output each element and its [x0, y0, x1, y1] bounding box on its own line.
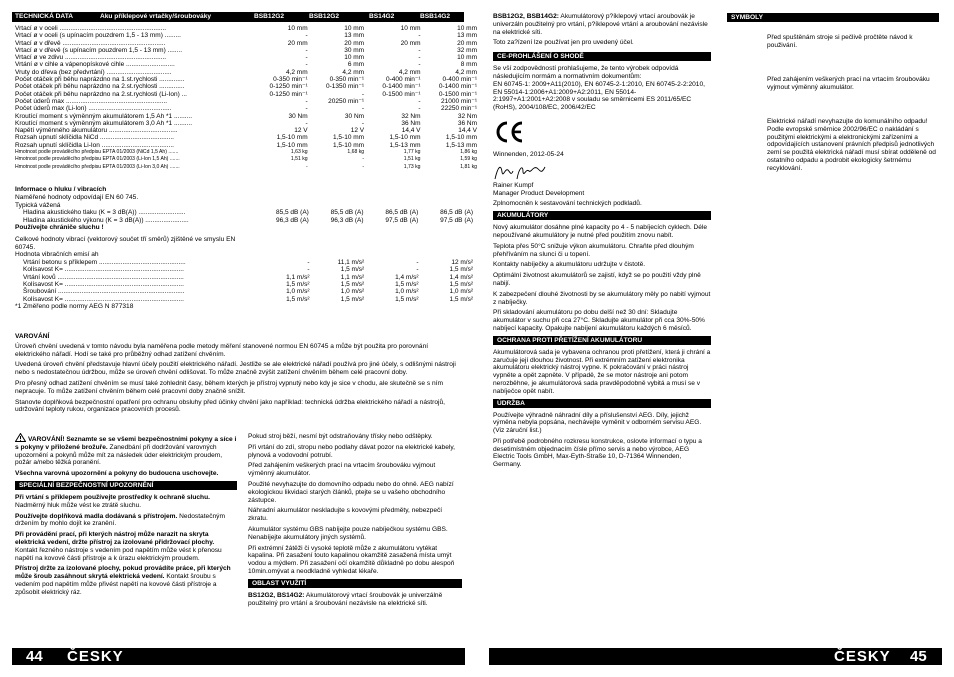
spec-label: Vrtání ø v cihle a vápenopískové cihle ...........................: [15, 61, 175, 69]
spec-weight-row: [15, 149, 477, 156]
vibration-value: 12 m/s²: [451, 259, 473, 267]
spec-value: 21000 min⁻¹: [441, 97, 477, 105]
spec-value: 0-1500 min⁻¹: [382, 90, 421, 98]
varovani-p3: Pro přesný odhad zatížení chvěním se musí také zohlednit časy, během kterých je přístroj vypnutý nebo kdy je sice v chodu, ale skutečně se s ním nepracuje. To může zatížení chvěním během celé pracovní doby značně snížit.: [15, 379, 443, 395]
special-item-2-text: Nedostatečným držením by mohlo dojít ke zranění.: [15, 512, 225, 528]
overload-heading: OCHRANA PROTI PŘETÍŽENÍ AKUMULÁTORU: [493, 336, 711, 345]
spec-weight-value: 1,59 kg: [460, 156, 477, 163]
vibration-row: [23, 266, 473, 273]
symbol-text-3: Elektrické nářadí nevyhazujte do komunálního odpadu! Podle evropské směrnice 2002/96/EC o nakládání s použitými elektrickými a elektronickými zařízeními a odpovídajících ustanovení právních předpisů jednotlivých zemí se použitá elektrická nářadí musí sbírat odděleně od ostatního odpadu a podrobit ekologicky šetrnému recyklování.: [767, 118, 936, 172]
vibration-label: Vrtání betonu s příklepem ................................................: [23, 259, 186, 267]
spec-subtitle: Aku příklepové vrtačky/šroubováky: [100, 13, 212, 20]
symbols-column: [727, 13, 939, 26]
spec-value: 20 mm: [400, 39, 421, 47]
spec-label: Vrtací ø v oceli ...........................................................: [15, 25, 167, 32]
safety-column-2: [248, 433, 462, 610]
spec-value: -: [361, 105, 365, 113]
spec-label: Kroutící moment s výměnným akumulátorem 3,0 Ah *1 ..........: [15, 119, 193, 127]
vibration-value: 1,1 m/s²: [340, 273, 365, 281]
spec-value: 10 mm: [287, 25, 308, 32]
spec-value: 12 V: [350, 127, 365, 135]
use-text: Akumulátorový vrtací šroubovák je univerzálně použitelný pro vrtání a šroubování nezávisle na elektrické síti.: [248, 591, 443, 607]
spec-value: 13 mm: [457, 32, 477, 40]
intro-2: Toto za?ízení lze používat jen pro uvedený účel.: [493, 39, 634, 47]
spec-model-2: BSB12G2: [309, 13, 340, 20]
akum-p6: Při skladování akumulátoru po dobu delší než 30 dní: Skladujte akumulátor v suchu při cca 27°C. Skladujte akumulátor při cca 30%-50% nabíjecí kapacity. Opakujte nabíjení akumulátoru každých 6 měsíců.: [493, 309, 705, 332]
col2-p5: Náhradní akumulátor neskladujte s kovovými předměty, nebezpečí zkratu.: [248, 507, 443, 523]
overload-text: Akumulátorová sada je vybavena ochranou proti přetížení, která ji chrání a zaručuje její dlouhou životnost. Při extrémním zatížení elektronika akumulátoru elektrický nástroj vypne. K pokračování v práci nástroj vypněte a opět zapněte. V případě, že se motor nástroje ani potom nerozběhne, je akumulátorová sada pravděpodobně vybitá a musí se v nabíječce opět nabít.: [493, 348, 711, 395]
noise-value: 97,5 dB (A): [440, 216, 473, 224]
vibration-value: 1,5 m/s²: [340, 281, 365, 289]
spec-value: 1,5-10 mm: [276, 141, 308, 149]
special-item-4-bold: Přístroj držte za izolované plochy, pokud provádíte práce, při kterých může šroub zasáhnout skrytá elektrická vedení.: [15, 565, 231, 581]
spec-row: [15, 32, 477, 39]
spec-value: -: [361, 90, 365, 98]
noise-line-1: Naměřené hodnoty odpovídají EN 60 745.: [15, 193, 139, 201]
spec-weight-label: Hmotnost podle prováděcího předpisu EPTA 01/2003 (Li-Ion 3,0 Ah) .......: [15, 163, 180, 170]
special-item-3-bold: Při provádění prací, při kterých nástroj může narazit na skryta elektrická vedení, držte přístroj za izolované přidržovací plochy.: [15, 531, 215, 546]
vibration-value: 1,1 m/s²: [286, 273, 310, 281]
spec-value: 10 mm: [457, 54, 477, 62]
col2-p4: Použité nevyhazujte do domovního odpadu nebo do ohně. AEG nabízí ekologickou likvidaci starých článků, ptejte se u vašeho obchodního zástupce.: [248, 480, 454, 504]
spec-row: [15, 40, 477, 47]
spec-table-header: [12, 12, 464, 22]
spec-label: Počet úderů max ........................................................: [15, 97, 168, 105]
spec-value: -: [418, 32, 421, 40]
spec-label: Vrtací ø v oceli (s upínacím pouzdrem 1,5 - 13 mm) .........: [15, 32, 181, 40]
signature-icon: [493, 162, 553, 182]
varovani-p1: Úroveň chvění uvedená v tomto návodu byla naměřena podle metody měření stanovené normou EN 60745 a může být použita pro porovnání elektrického nářadí. Hodí se také pro průběžný odhad zatížení chvěním.: [15, 342, 429, 358]
col2-p7: Při extrémní žátěži či vysoké teplotě může z akumulátoru vytékat kapalina. Při zasažení touto kapalinou okamžitě zasažená místa umýt vodou a mýdlem. Při zasažení očí okamžitě důkladně po dobu alespoň 10min.omývat a neodkladně vyhledat lékaře.: [248, 544, 455, 575]
warning-column: [15, 433, 237, 600]
spec-value: 1,5-13 mm: [445, 141, 477, 149]
spec-value: 20 mm: [344, 39, 365, 47]
noise-value: 86,5 dB (A): [440, 209, 473, 217]
right-page: [477, 0, 954, 677]
noise-label: Hladina akustického tlaku (K = 3 dB(A)) ..........................: [23, 209, 186, 217]
akum-p5: K zabezpečení dlouhé životnosti by se akumulátory měly po nabití vyjmout z nabíječky.: [493, 290, 711, 306]
vibration-value: -: [416, 266, 419, 274]
spec-value: 4,2 mm: [342, 68, 365, 76]
spec-value: -: [418, 61, 421, 69]
vibration-intro: Celkové hodnoty vibrací (vektorový součet tří směrů) zjištěné ve smyslu EN 60745.: [15, 235, 236, 251]
varovani-p4: Stanovte doplňková bezpečnostní opatření pro ochranu obsluhy před účinky chvění jako například: technická údržba elektrického nářadí a nástrojů, udržování teploty rukou, organizace pracovních procesů.: [15, 398, 445, 414]
spec-value: 0-400 min⁻¹: [386, 76, 421, 84]
noise-value: 85,5 dB (A): [330, 209, 364, 217]
ce-mark-icon: [495, 121, 525, 143]
vibration-label: Kolísavost K= ..................................................................: [23, 295, 184, 303]
spec-label: Vrtací ø v dřevě (s upínacím pouzdrem 1,5 - 13 mm) ........: [15, 46, 183, 54]
spec-value: 1,5-10 mm: [276, 134, 308, 142]
spec-table: [15, 25, 477, 171]
spec-value: 30 Nm: [344, 112, 365, 120]
vibration-value: 1,4 m/s²: [449, 273, 473, 281]
spec-value: 4,2 mm: [285, 68, 308, 76]
spec-value: 13 mm: [344, 32, 365, 40]
left-page-number: 44: [26, 648, 43, 665]
vibration-value: 1,5 m/s²: [286, 295, 310, 303]
spec-value: 10 mm: [457, 25, 477, 32]
spec-value: 0-350 min⁻¹: [329, 76, 365, 84]
col2-p6: Akumulátor systému GBS nabíjejte pouze nabíječkou systému GBS. Nenabíjejte akumulátory jiných systémů.: [248, 525, 448, 541]
spec-row: [15, 76, 477, 83]
vibration-label: Kolísavost K= ..................................................................: [23, 266, 184, 274]
vibration-value: 1,5 m/s²: [340, 266, 365, 274]
spec-value: 0-1500 min⁻¹: [438, 90, 477, 98]
spec-value: 30 Nm: [288, 112, 308, 120]
spec-value: 36 Nm: [401, 119, 421, 127]
signer-note: Zplnomocněn k sestavování technických podkladů.: [493, 200, 642, 208]
spec-weight-label: Hmotnost podle prováděcího předpisu EPTA 01/2003 (NiCd 1,5 Ah) .......: [15, 149, 179, 156]
place-date: Winnenden, 2012-05-24: [493, 150, 564, 158]
spec-value: 1,5-10 mm: [389, 134, 421, 142]
spec-row: [15, 142, 477, 149]
special-item-1-text: Nadměrný hluk může vést ke ztrátě sluchu.: [15, 501, 142, 509]
vibration-value: 1,4 m/s²: [395, 273, 419, 281]
noise-value: 96,3 dB (A): [275, 216, 309, 224]
spec-value: 20 mm: [287, 39, 308, 47]
akum-p1: Nový akumulátor dosáhne plné kapacity po 4 - 5 nabíjecích cyklech. Déle nepoužívané akumulátory je nutné před použitím znovu nabít.: [493, 224, 708, 239]
akum-p4: Optimální životnost akumulátorů se zajistí, když se po použití vždy plně nabijí.: [493, 272, 701, 287]
varovani-title: VAROVÁNÍ: [15, 333, 50, 340]
right-col-1: [493, 13, 711, 472]
vibration-value: 1,5 m/s²: [449, 281, 473, 289]
spec-value: 20 mm: [457, 39, 477, 47]
spec-label: Počet úderů max (Li-Ion) ..............................................: [15, 105, 172, 113]
vibration-value: 1,5 m/s²: [395, 295, 419, 303]
col2-p3: Před zahájením veškerých prací na vrtacím šroubováku vyjmout výměnný akumulátor.: [248, 462, 436, 478]
spec-value: 36 Nm: [457, 119, 477, 127]
spec-weight-value: -: [362, 156, 365, 163]
spec-row: [15, 83, 477, 90]
vibration-value: 1,5 m/s²: [286, 281, 310, 289]
spec-row: [15, 134, 477, 141]
spec-model-3: BS14G2: [369, 13, 395, 20]
spec-value: -: [305, 54, 308, 62]
spec-label: Počet otáček při běhu naprázdno na 2.st.rychlosti (Li-Ion) ...: [15, 90, 187, 98]
noise-row: [23, 209, 473, 216]
vibration-value: -: [307, 259, 310, 267]
special-item-1-bold: Při vrtání s příklepem používejte prostředky k ochraně sluchu.: [15, 493, 210, 501]
spec-value: 8 mm: [460, 61, 477, 69]
spec-weight-value: 1,63 kg: [290, 149, 308, 156]
noise-value: 85,5 dB (A): [275, 209, 309, 217]
spec-weight-value: 1,51 kg: [403, 156, 421, 163]
footnote: *1 Změřeno podle normy AEG N 877318: [15, 302, 134, 310]
vibration-table: [23, 259, 473, 303]
right-language: ČESKY: [834, 648, 891, 665]
noise-value: 97,5 dB (A): [385, 216, 419, 224]
spec-weight-label: Hmotnost podle prováděcího předpisu EPTA 01/2003 (Li-Ion 1,5 Ah) .......: [15, 156, 180, 163]
col2-p1: Pokud stroj běží, nesmí být odstraňovány třísky nebo odštěpky.: [248, 433, 433, 440]
vibration-label: Hodnota vibračních emisí ah: [15, 251, 99, 259]
spec-weight-value: 1,86 kg: [460, 149, 477, 156]
spec-row: [15, 127, 477, 134]
special-item-2-bold: Používejte doplňková madla dodávaná s přístrojem.: [15, 512, 178, 520]
right-footer-bar: [489, 648, 942, 665]
spec-value: -: [305, 46, 308, 54]
noise-value: 86,5 dB (A): [385, 209, 419, 217]
noise-line-2: Typická vážená: [15, 201, 61, 209]
maint-p1: Používejte výhradně náhradní díly a příslušenství AEG. Díly, jejichž výměna nebyla popsána, nechávejte vyměnit v odborném servisu AEG. (Viz záruční list.): [493, 411, 702, 435]
spec-value: 1,5-10 mm: [333, 141, 365, 149]
spec-row: [15, 120, 477, 127]
spec-value: 6 mm: [347, 61, 365, 69]
spec-value: -: [418, 54, 421, 62]
spec-value: -: [305, 119, 308, 127]
akum-p2: Teplota přes 50°C snižuje výkon akumulátoru. Chraňte před dlouhým přehříváním na slunci či u topení.: [493, 242, 694, 258]
special-item-4-text: Kontakt šroubu s vedením pod napětím může přivést napětí na kovové části přístroje a způsobit elektrický ráz.: [15, 573, 217, 596]
spec-value: 32 mm: [457, 46, 477, 54]
spec-weight-value: -: [362, 163, 365, 170]
spec-row: [15, 91, 477, 98]
vibration-value: 11,1 m/s²: [337, 259, 365, 267]
vibration-label: Vrtání kovů ......................................................................: [23, 273, 184, 281]
spec-label: Napětí výměnného akumulátoru ......................................: [15, 127, 178, 135]
warning-triangle-icon: [15, 433, 26, 442]
spec-value: 12 V: [294, 127, 308, 135]
spec-row: [15, 25, 477, 32]
spec-label: Rozsah upnutí sklíčidla Li-Ion ........................................: [15, 141, 174, 149]
spec-value: -: [418, 46, 421, 54]
noise-table: [23, 209, 473, 224]
spec-value: 0-1400 min⁻¹: [382, 83, 421, 91]
spec-label: Vrtací ø ve zdivu ........................................................: [15, 54, 167, 62]
special-item-3-text: Kontakt řezného nástroje s vedením pod napětím může vést k přenosu napětí na kovové části přístroje a k úrazu elektrickým proudem.: [15, 546, 222, 562]
spec-value: 20250 min⁻¹: [328, 97, 365, 105]
spec-value: -: [305, 61, 308, 69]
spec-weight-value: 1,77 kg: [403, 149, 421, 156]
vibration-value: -: [307, 266, 310, 274]
spec-weight-value: 1,51 kg: [290, 156, 308, 163]
use-models: BS12G2, BS14G2:: [248, 591, 305, 599]
ce-norms: EN 60745-1: 2009+A11(2010), EN 60745-2-1:2010, EN 60745-2-2:2010, EN 55014-1:2006+A1:2009+A2:2011, EN 55014-2:1997+A1:2001+A2:2008 v souladu se směrnicemi ES 2011/65/EC (RoHS), 2004/108/EC, 2006/42/EC: [493, 80, 705, 112]
spec-value: 10 mm: [344, 25, 365, 32]
spec-value: 10 mm: [344, 54, 365, 62]
vibration-row: [23, 259, 473, 266]
use-heading: OBLAST VYUŽITÍ: [248, 579, 462, 588]
symbol-text-2: Před zahájením veškerých prací na vrtacím šroubováku vyjmout výměnný akumulátor.: [767, 76, 930, 91]
spec-value: 1,5-13 mm: [389, 141, 421, 149]
spec-weight-value: 1,68 kg: [347, 149, 365, 156]
spec-row: [15, 47, 477, 54]
spec-value: -: [305, 105, 308, 113]
spec-value: 0-1350 min⁻¹: [325, 83, 365, 91]
akum-heading: AKUMULÁTORY: [493, 211, 711, 220]
vibration-value: 1,5 m/s²: [449, 266, 473, 274]
vibration-value: -: [416, 259, 419, 267]
left-language: ČESKY: [67, 648, 124, 665]
spec-value: 10 mm: [400, 25, 421, 32]
spec-value: 0-1250 min⁻¹: [269, 83, 308, 91]
spec-model-1: BSB12G2: [254, 13, 285, 20]
vibration-label: Kolísavost K= ..................................................................: [23, 281, 184, 289]
spec-weight-row: [15, 164, 477, 171]
col2-p2: Při vrtání do zdí, stropu nebo podlahy dávat pozor na elektrické kabely, plynová a vodovodní potrubí.: [248, 443, 455, 459]
vibration-row: [23, 296, 473, 303]
spec-value: 22250 min⁻¹: [441, 105, 477, 113]
noise-title: Informace o hluku / vibracích: [15, 186, 107, 193]
spec-title: TECHNICKÁ DATA: [15, 13, 73, 20]
spec-value: 14,4 V: [401, 127, 421, 135]
spec-value: 32 Nm: [457, 112, 477, 120]
spec-value: 4,2 mm: [455, 68, 477, 76]
maint-p2: Při potřebě podrobného rozkresu konstrukce, oslovte informací o typu a desetimístném objednacím čísle přímo servis a nebo výrobce, AEG Electric Tools GmbH, Max-Eyth-Straße 10, D-71364 Winnenden, Germany.: [493, 437, 702, 469]
spec-value: -: [305, 97, 308, 105]
spec-label: Vruty do dřeva (bez předvrtání) ....................................: [15, 68, 172, 76]
spec-value: -: [418, 97, 421, 105]
spec-label: Počet otáček při běhu naprázdno na 1.st.rychlosti ..............: [15, 76, 185, 84]
spec-label: Rozsah upnutí sklíčidla NiCd .........................................: [15, 134, 174, 142]
ce-text: Se vší zodpovědností prohlašujeme, že tento výrobek odpovídá následujícím normám a normativním dokumentům:: [493, 65, 679, 80]
spec-weight-value: -: [305, 163, 308, 170]
spec-value: 0-1400 min⁻¹: [438, 83, 477, 91]
noise-label: Hladina akustického výkonu (K = 3 dB(A)) ........................: [23, 216, 189, 224]
spec-weight-value: 1,81 kg: [460, 163, 477, 170]
spec-row: [15, 54, 477, 61]
noise-value: 96,3 dB (A): [330, 216, 364, 224]
spec-row: [15, 105, 477, 112]
signer-name: Rainer Kumpf: [493, 181, 534, 189]
maintenance-heading: ÚDRŽBA: [493, 399, 711, 408]
spec-label: Počet otáček při běhu naprázdno na 2.st.rychlosti ..............: [15, 83, 185, 91]
noise-section: [15, 186, 473, 311]
varovani-p2: Uvedená úroveň chvění představuje hlavní účely použití elektrického nářadí. Jestliže se ale elektrické nářadí používá pro jiné účely, s odlišnými nástroji nebo s nedostatečnou údržbou, může se úroveň chvění odlišovat. To může značně zvýšit zatížení chvěním během celé pracovní doby.: [15, 361, 456, 377]
spec-label: Kroutící moment s výměnným akumulátorem 1,5 Ah *1 ..........: [15, 112, 193, 120]
vibration-value: 1,0 m/s²: [286, 288, 310, 296]
signer-title: Manager Product Development: [493, 189, 585, 197]
spec-row: [15, 113, 477, 120]
warning-bold: VAROVÁNÍ! Seznamte se se všemi bezpečnostními pokyny a síce i s pokyny v přiložené brožuře.: [15, 436, 237, 451]
vibration-value: 1,0 m/s²: [449, 288, 473, 296]
vibration-value: 1,5 m/s²: [449, 295, 473, 303]
spec-value: 0-1250 min⁻¹: [269, 90, 308, 98]
vibration-value: 1,0 m/s²: [395, 288, 419, 296]
right-page-number: 45: [910, 648, 927, 665]
vibration-row: [23, 274, 473, 281]
vibration-value: 1,0 m/s²: [340, 288, 365, 296]
vibration-label: Šroubování ......................................................................: [23, 288, 185, 296]
hearing-protection: Používejte chrániče sluchu !: [15, 223, 104, 231]
ce-mark-block: [493, 115, 711, 151]
spec-model-4: BSB14G2: [420, 13, 451, 20]
spec-value: 0-350 min⁻¹: [273, 76, 308, 84]
signature: [493, 162, 711, 182]
spec-row: [15, 69, 477, 76]
symbols-heading: SYMBOLY: [727, 13, 939, 22]
warning-keep: Všechna varovná upozornění a pokyny do budoucna uschovejte.: [15, 470, 219, 478]
spec-value: 0-400 min⁻¹: [442, 76, 477, 84]
spec-value: 30 mm: [344, 46, 365, 54]
spec-weight-row: [15, 156, 477, 163]
spec-value: 1,5-10 mm: [333, 134, 365, 142]
spec-value: -: [305, 32, 308, 40]
spec-weight-value: 1,73 kg: [403, 163, 421, 170]
spec-row: [15, 61, 477, 68]
spec-value: -: [361, 119, 365, 127]
intro-models: BSB12G2, BSB14G2:: [493, 13, 559, 20]
vibration-value: 1,5 m/s²: [340, 295, 365, 303]
intro-text: Akumulátorový p?íklepový vrtací aroubovák je univerzáln použitelný pro vrtání, p?íklepové vrtání a aroubování nezávisle na elektrické síti.: [493, 13, 708, 36]
spec-value: -: [418, 105, 421, 113]
warning-rest: Zanedbání při dodržování varovných upozornění a pokynů může mít za následek úder elektrickým proudem, požár a/nebo těžká poranění.: [15, 443, 223, 467]
left-footer-bar: [12, 648, 465, 665]
symbol-text-1: Před spuštěnám stroje si pečlivě pročtěte návod k použivání.: [767, 34, 913, 49]
spec-value: 32 Nm: [401, 112, 421, 120]
spec-label: Vrtací ø v dřevě .........................................................: [15, 39, 166, 47]
ce-heading: CE-PROHLÁŠENÍ O SHODĚ: [493, 52, 711, 61]
vibration-value: 1,5 m/s²: [395, 281, 419, 289]
special-safety-heading: SPECIÁLNÍ BEZPEČNOSTNÍ UPOZORNĚNÍ: [15, 481, 237, 490]
spec-value: 4,2 mm: [398, 68, 421, 76]
varovani-section: [15, 333, 463, 417]
akum-p3: Kontakty nabíječky a akumulátoru udržujte v čistotě.: [493, 261, 646, 269]
vibration-row: [23, 288, 473, 295]
noise-row: [23, 217, 473, 224]
spec-value: 14,4 V: [458, 127, 477, 135]
spec-value: 1,5-10 mm: [445, 134, 477, 142]
